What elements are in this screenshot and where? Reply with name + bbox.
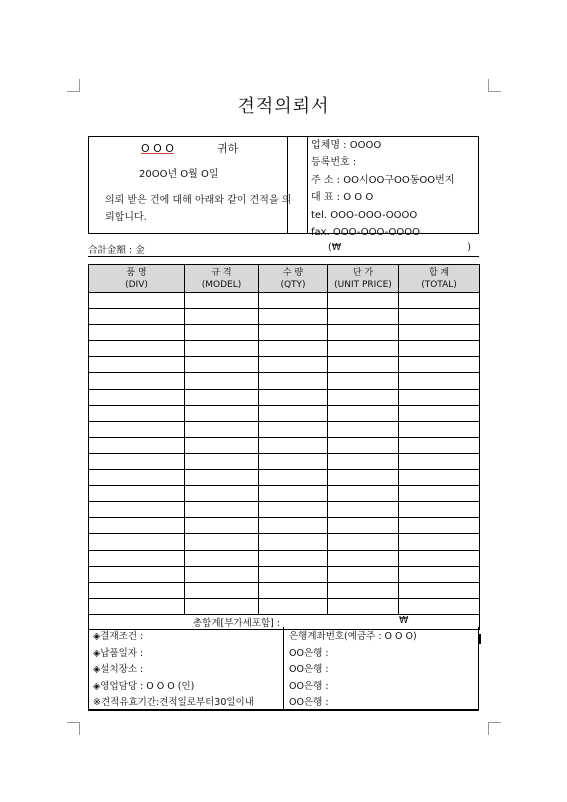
table-cell[interactable] xyxy=(328,550,399,566)
company-rep: 대 표 : O O O xyxy=(311,192,374,204)
recipient xyxy=(141,140,238,156)
table-cell[interactable] xyxy=(89,582,185,598)
table-cell[interactable] xyxy=(185,582,259,598)
table-cell[interactable] xyxy=(328,437,399,453)
table-row xyxy=(89,341,480,357)
col-header-qty: 수 량 (QTY) xyxy=(259,265,328,293)
table-cell[interactable] xyxy=(89,293,185,309)
table-row xyxy=(89,550,480,566)
table-row xyxy=(89,566,480,582)
company-name: 업체명 : OOOO xyxy=(311,140,382,151)
table-cell[interactable] xyxy=(399,518,480,534)
company-reg-no: 등록번호 : xyxy=(311,157,357,169)
total-amount-won: (₩ xyxy=(328,242,342,253)
total-amount-close: ) xyxy=(467,242,471,253)
table-cell[interactable] xyxy=(89,405,185,421)
items-table xyxy=(88,264,480,630)
table-cell[interactable] xyxy=(328,518,399,534)
table-row xyxy=(89,309,480,325)
table-cell[interactable] xyxy=(89,357,185,373)
table-cell[interactable] xyxy=(89,373,185,389)
table-cell[interactable] xyxy=(328,325,399,341)
table-cell[interactable] xyxy=(89,437,185,453)
table-cell[interactable] xyxy=(89,518,185,534)
crop-mark-bottom-left xyxy=(67,722,80,735)
table-row xyxy=(89,518,480,534)
table-cell[interactable] xyxy=(328,357,399,373)
table-cell[interactable] xyxy=(259,550,328,566)
table-cell[interactable] xyxy=(259,405,328,421)
table-cell[interactable] xyxy=(259,502,328,518)
table-cell[interactable] xyxy=(89,421,185,437)
table-cell[interactable] xyxy=(89,325,185,341)
col-header-unit-price: 단 가 (UNIT PRICE) xyxy=(328,265,399,293)
table-cell[interactable] xyxy=(399,357,480,373)
table-cell[interactable] xyxy=(328,373,399,389)
table-cell[interactable] xyxy=(399,341,480,357)
table-cell[interactable] xyxy=(259,389,328,405)
table-cell[interactable] xyxy=(185,293,259,309)
table-cell[interactable] xyxy=(399,598,480,614)
table-cell[interactable] xyxy=(259,437,328,453)
table-cell[interactable] xyxy=(185,470,259,486)
table-cell[interactable] xyxy=(399,437,480,453)
table-row xyxy=(89,373,480,389)
table-cell[interactable] xyxy=(185,534,259,550)
table-cell[interactable] xyxy=(185,550,259,566)
table-cell[interactable] xyxy=(185,598,259,614)
condition-left-line: ◈영업담당 : O O O (인) xyxy=(93,680,195,692)
table-cell[interactable] xyxy=(259,293,328,309)
table-cell[interactable] xyxy=(185,389,259,405)
table-cell[interactable] xyxy=(259,566,328,582)
table-cell[interactable] xyxy=(89,309,185,325)
table-cell[interactable] xyxy=(328,389,399,405)
table-cell[interactable] xyxy=(259,373,328,389)
conditions-left xyxy=(93,629,283,712)
condition-left-line: ◈납품일자 : xyxy=(93,647,144,659)
condition-right-line: OO은행 : xyxy=(289,647,329,659)
table-cell[interactable] xyxy=(328,293,399,309)
crop-mark-top-left xyxy=(67,79,80,92)
table-cell[interactable] xyxy=(328,470,399,486)
table-cell[interactable] xyxy=(259,518,328,534)
company-address: 주 소 : OO시OO구OO동OO번지 xyxy=(311,174,455,186)
total-amount-label: 合計金額 : 金 xyxy=(88,245,145,256)
condition-right-line: OO은행 : xyxy=(289,680,329,692)
table-cell[interactable] xyxy=(399,470,480,486)
table-cell[interactable] xyxy=(89,389,185,405)
table-cell[interactable] xyxy=(259,582,328,598)
document-title: 견적의뢰서 xyxy=(237,96,330,117)
col-header-model: 규 격 (MODEL) xyxy=(185,265,259,293)
company-tel: tel. OOO-OOO-OOOO xyxy=(311,209,418,221)
table-cell[interactable] xyxy=(259,341,328,357)
table-cell[interactable] xyxy=(328,598,399,614)
table-cell[interactable] xyxy=(259,470,328,486)
table-cell[interactable] xyxy=(399,582,480,598)
table-cell[interactable] xyxy=(259,325,328,341)
table-cell[interactable] xyxy=(185,486,259,502)
table-cell[interactable] xyxy=(399,534,480,550)
table-cell[interactable] xyxy=(259,453,328,469)
divider-line xyxy=(307,137,308,233)
table-cell[interactable] xyxy=(328,341,399,357)
table-cell[interactable] xyxy=(328,502,399,518)
table-cell[interactable] xyxy=(185,373,259,389)
table-cell[interactable] xyxy=(89,470,185,486)
table-cell[interactable] xyxy=(328,566,399,582)
company-info xyxy=(311,137,455,241)
condition-right-line: OO은행 : xyxy=(289,664,329,676)
table-cell[interactable] xyxy=(89,502,185,518)
company-fax: fax. OOO-OOO-OOOO xyxy=(311,227,420,239)
table-cell[interactable] xyxy=(259,421,328,437)
table-cell[interactable] xyxy=(399,550,480,566)
table-cell[interactable] xyxy=(399,453,480,469)
table-cell[interactable] xyxy=(399,373,480,389)
col-header-total: 합 계 (TOTAL) xyxy=(399,265,480,293)
crop-mark-top-right xyxy=(488,79,501,92)
table-cell[interactable] xyxy=(399,389,480,405)
table-cell[interactable] xyxy=(328,534,399,550)
grand-total-label: 총합계[부가세포함] : xyxy=(193,617,281,629)
condition-left-line: ※견적유효기간:견적일로부터30일이내 xyxy=(93,697,254,709)
condition-left-line: ◈결재조건 : xyxy=(93,631,144,642)
recipient-name: O O O xyxy=(141,142,174,155)
table-row xyxy=(89,598,480,614)
table-row xyxy=(89,389,480,405)
conditions-right xyxy=(289,629,417,712)
table-row xyxy=(89,421,480,437)
table-row xyxy=(89,405,480,421)
table-cell[interactable] xyxy=(259,598,328,614)
table-cell[interactable] xyxy=(259,486,328,502)
request-message: 의뢰 받은 건에 대해 아래와 같이 견적을 의뢰합니다. xyxy=(105,195,292,223)
table-row xyxy=(89,502,480,518)
table-row xyxy=(89,582,480,598)
table-cell[interactable] xyxy=(328,453,399,469)
table-cell[interactable] xyxy=(89,341,185,357)
table-cell[interactable] xyxy=(89,566,185,582)
table-row xyxy=(89,470,480,486)
table-cell[interactable] xyxy=(328,486,399,502)
table-cell[interactable] xyxy=(185,437,259,453)
table-cell[interactable] xyxy=(399,502,480,518)
table-row xyxy=(89,325,480,341)
edge-mark xyxy=(479,634,481,644)
table-cell[interactable] xyxy=(185,502,259,518)
header-box xyxy=(88,136,479,239)
table-row xyxy=(89,453,480,469)
conditions-divider xyxy=(283,627,284,709)
table-cell[interactable] xyxy=(328,582,399,598)
total-amount-line xyxy=(88,242,479,257)
table-row xyxy=(89,534,480,550)
table-cell[interactable] xyxy=(185,405,259,421)
table-cell[interactable] xyxy=(89,550,185,566)
table-cell[interactable] xyxy=(89,453,185,469)
table-cell[interactable] xyxy=(89,486,185,502)
table-cell[interactable] xyxy=(185,518,259,534)
table-cell[interactable] xyxy=(399,405,480,421)
table-cell[interactable] xyxy=(185,357,259,373)
request-date: 20OO년 O월 O일 xyxy=(139,169,219,180)
col-header-div: 품 명 (DIV) xyxy=(89,265,185,293)
table-row xyxy=(89,437,480,453)
condition-right-line: OO은행 : xyxy=(289,697,329,709)
table-cell[interactable] xyxy=(328,421,399,437)
crop-mark-bottom-right xyxy=(488,722,501,735)
table-cell[interactable] xyxy=(185,309,259,325)
table-cell[interactable] xyxy=(259,357,328,373)
table-cell[interactable] xyxy=(89,534,185,550)
table-row xyxy=(89,357,480,373)
table-cell[interactable] xyxy=(328,405,399,421)
table-row xyxy=(89,293,480,309)
table-row xyxy=(89,486,480,502)
table-cell[interactable] xyxy=(185,566,259,582)
table-cell[interactable] xyxy=(259,309,328,325)
table-cell[interactable] xyxy=(259,534,328,550)
table-cell[interactable] xyxy=(399,293,480,309)
table-cell[interactable] xyxy=(399,421,480,437)
table-cell[interactable] xyxy=(399,325,480,341)
table-cell[interactable] xyxy=(399,309,480,325)
table-cell[interactable] xyxy=(399,566,480,582)
table-cell[interactable] xyxy=(185,453,259,469)
conditions-box xyxy=(88,627,479,711)
grand-total-currency: ₩ xyxy=(399,614,409,626)
table-cell[interactable] xyxy=(185,325,259,341)
table-cell[interactable] xyxy=(185,341,259,357)
table-cell[interactable] xyxy=(399,486,480,502)
table-cell[interactable] xyxy=(185,421,259,437)
condition-left-line: ◈설치장소 : xyxy=(93,664,144,676)
recipient-honorific: 귀하 xyxy=(216,142,239,155)
table-header-row xyxy=(89,265,480,293)
table-cell[interactable] xyxy=(89,598,185,614)
table-cell[interactable] xyxy=(328,309,399,325)
condition-right-line: 은행계좌번호(예금주 : O O O) xyxy=(289,631,417,642)
